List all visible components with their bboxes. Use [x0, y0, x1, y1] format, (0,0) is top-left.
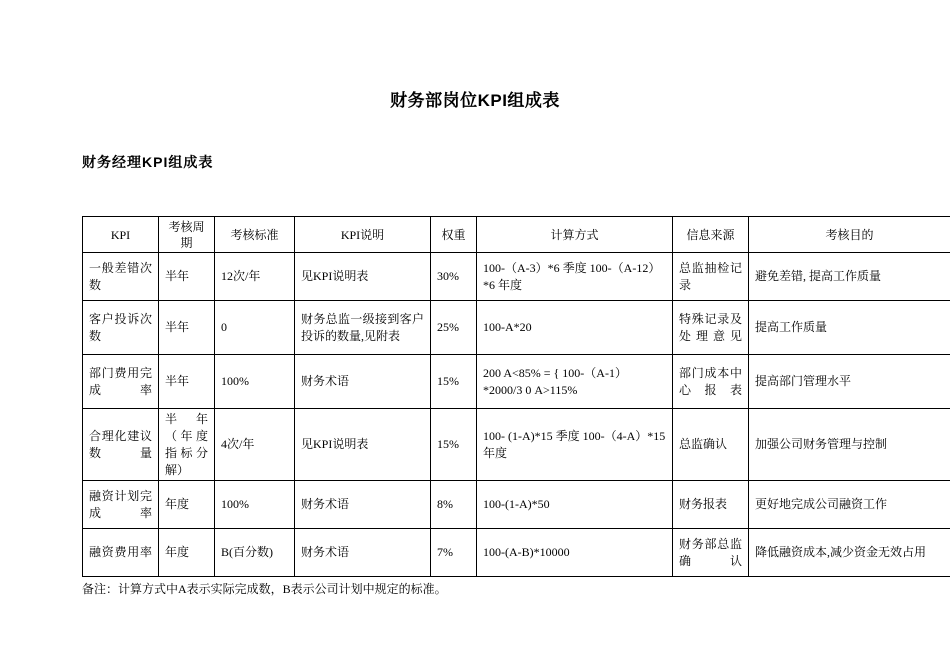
purpose-cell: 更好地完成公司融资工作 — [749, 481, 950, 529]
description-cell: 见KPI说明表 — [295, 409, 431, 481]
source-cell: 财务报表 — [673, 481, 749, 529]
header-source: 信息来源 — [673, 217, 749, 253]
purpose-cell: 降低融资成本,减少资金无效占用 — [749, 529, 950, 577]
header-standard: 考核标准 — [215, 217, 295, 253]
header-period: 考核周期 — [159, 217, 215, 253]
weight-cell: 30% — [431, 253, 477, 301]
weight-cell: 7% — [431, 529, 477, 577]
header-calc: 计算方式 — [477, 217, 673, 253]
header-kpi: KPI — [83, 217, 159, 253]
description-cell: 财务术语 — [295, 529, 431, 577]
header-purpose: 考核目的 — [749, 217, 950, 253]
table-row — [83, 355, 950, 409]
kpi-table — [82, 216, 950, 577]
calc-cell: 100-(1-A)*50 — [477, 481, 673, 529]
description-cell: 财务总监一级接到客户投诉的数量,见附表 — [295, 301, 431, 355]
standard-cell: 4次/年 — [215, 409, 295, 481]
weight-cell: 15% — [431, 355, 477, 409]
purpose-cell: 提高部门管理水平 — [749, 355, 950, 409]
description-cell: 财务术语 — [295, 481, 431, 529]
period-cell: 年度 — [159, 481, 215, 529]
table-row — [83, 409, 950, 481]
table-row — [83, 529, 950, 577]
standard-cell: 100% — [215, 355, 295, 409]
kpi-cell: 融资费用率 — [83, 529, 159, 577]
description-cell: 见KPI说明表 — [295, 253, 431, 301]
standard-cell: 100% — [215, 481, 295, 529]
kpi-cell: 客户投诉次数 — [83, 301, 159, 355]
period-cell: 半年 — [159, 301, 215, 355]
source-cell: 财务部总监确认 — [673, 529, 749, 577]
table-row — [83, 301, 950, 355]
period-cell: 半年 — [159, 355, 215, 409]
source-cell: 特殊记录及处理意见 — [673, 301, 749, 355]
kpi-cell: 合理化建议数量 — [83, 409, 159, 481]
source-cell: 总监抽检记录 — [673, 253, 749, 301]
table-header-row — [83, 217, 950, 253]
footnote: 备注：计算方式中A表示实际完成数，B表示公司计划中规定的标准。 — [82, 582, 447, 596]
kpi-cell: 一般差错次数 — [83, 253, 159, 301]
calc-cell: 100- (1-A)*15 季度 100-（4-A）*15 年度 — [477, 409, 673, 481]
calc-cell: 100-A*20 — [477, 301, 673, 355]
source-cell: 部门成本中心报表 — [673, 355, 749, 409]
period-cell: 半年 — [159, 253, 215, 301]
document-title: 财务部岗位KPI组成表 — [390, 91, 560, 110]
period-cell: 年度 — [159, 529, 215, 577]
standard-cell: B(百分数) — [215, 529, 295, 577]
header-description: KPI说明 — [295, 217, 431, 253]
calc-cell: 100-（A-3）*6 季度 100-（A-12）*6 年度 — [477, 253, 673, 301]
weight-cell: 8% — [431, 481, 477, 529]
purpose-cell: 提高工作质量 — [749, 301, 950, 355]
calc-cell: 100-(A-B)*10000 — [477, 529, 673, 577]
table-row — [83, 253, 950, 301]
standard-cell: 12次/年 — [215, 253, 295, 301]
weight-cell: 25% — [431, 301, 477, 355]
calc-cell: 200 A<85% = { 100-（A-1）*2000/3 0 A>115% — [477, 355, 673, 409]
kpi-cell: 部门费用完成率 — [83, 355, 159, 409]
source-cell: 总监确认 — [673, 409, 749, 481]
period-cell: 半年（年度指标分解） — [159, 409, 215, 481]
section-title: 财务经理KPI组成表 — [82, 154, 214, 170]
description-cell: 财务术语 — [295, 355, 431, 409]
kpi-cell: 融资计划完成率 — [83, 481, 159, 529]
purpose-cell: 加强公司财务管理与控制 — [749, 409, 950, 481]
header-weight: 权重 — [431, 217, 477, 253]
standard-cell: 0 — [215, 301, 295, 355]
table-row — [83, 481, 950, 529]
weight-cell: 15% — [431, 409, 477, 481]
purpose-cell: 避免差错, 提高工作质量 — [749, 253, 950, 301]
